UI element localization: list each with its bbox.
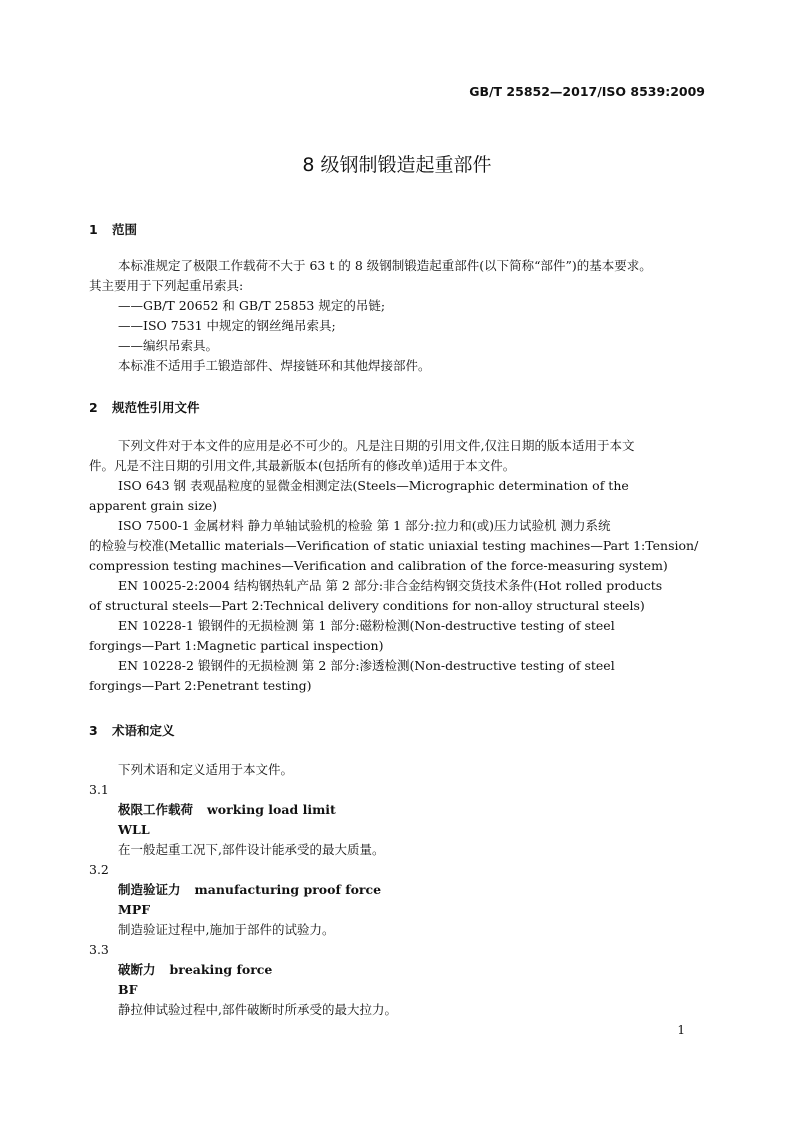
term-definition: 静拉伸试验过程中,部件破断时所承受的最大拉力。 [118, 1002, 397, 1017]
scope-intro-line-2: 其主要用于下列起重吊索具: [89, 278, 244, 293]
term-heading [89, 880, 705, 900]
section-number: 1 [89, 222, 98, 237]
reference-entry-line: forgings—Part 2:Penetrant testing) [89, 678, 312, 693]
scope-intro-line-1: 本标准规定了极限工作载荷不大于 63 t 的 8 级钢制锻造起重部件(以下简称“部件”)的基本要求。 [118, 258, 652, 273]
scope-exclusion: 本标准不适用手工锻造部件、焊接链环和其他焊接部件。 [118, 358, 431, 373]
reference-entry-line: EN 10228-2 锻钢件的无损检测 第 2 部分:渗透检测(Non-destructive testing of steel [118, 658, 615, 673]
terms-body [89, 760, 705, 1020]
section-3-heading [89, 721, 175, 739]
term-heading [89, 960, 705, 980]
section-number: 2 [89, 400, 98, 415]
term-abbreviation: MPF [118, 902, 151, 917]
standard-code-header: GB/T 25852—2017/ISO 8539:2009 [469, 84, 705, 99]
term-definition: 在一般起重工况下,部件设计能承受的最大质量。 [118, 842, 385, 857]
term-abbreviation: BF [118, 982, 138, 997]
reference-entry-line: EN 10228-1 锻钢件的无损检测 第 1 部分:磁粉检测(Non-destructive testing of steel [118, 618, 615, 633]
term-cn: 破断力 [118, 962, 156, 977]
section-title: 规范性引用文件 [112, 400, 200, 415]
reference-entry-line: compression testing machines—Verification and calibration of the force-measuring system) [89, 558, 668, 573]
section-title: 范围 [112, 222, 138, 237]
term-number: 3.1 [89, 782, 109, 797]
term-abbreviation: WLL [118, 822, 150, 837]
reference-entry-line: ISO 7500-1 金属材料 静力单轴试验机的检验 第 1 部分:拉力和(或)压力试验机 测力系统 [118, 518, 611, 533]
term-number: 3.3 [89, 942, 109, 957]
scope-body [89, 256, 705, 376]
section-title: 术语和定义 [112, 723, 175, 738]
term-en: manufacturing proof force [194, 882, 382, 897]
term-heading [89, 800, 705, 820]
reference-entry-line: apparent grain size) [89, 498, 218, 513]
reference-entry-line: 的检验与校准(Metallic materials—Verification of static uniaxial testing machines—Part 1:Tension/ [89, 538, 699, 553]
term-definition: 制造验证过程中,施加于部件的试验力。 [118, 922, 335, 937]
scope-list-item: ——ISO 7531 中规定的钢丝绳吊索具; [118, 318, 336, 333]
term-en: working load limit [207, 802, 336, 817]
term-en: breaking force [169, 962, 273, 977]
reference-entry-line: forgings—Part 1:Magnetic partical inspection) [89, 638, 384, 653]
section-number: 3 [89, 723, 98, 738]
references-intro-line-2: 件。凡是不注日期的引用文件,其最新版本(包括所有的修改单)适用于本文件。 [89, 458, 516, 473]
term-number: 3.2 [89, 862, 109, 877]
reference-entry-line: of structural steels—Part 2:Technical delivery conditions for non-alloy structural steels) [89, 598, 645, 613]
document-title: 8 级钢制锻造起重部件 [302, 154, 492, 176]
section-1-heading [89, 220, 137, 238]
scope-list-item: ——GB/T 20652 和 GB/T 25853 规定的吊链; [118, 298, 386, 313]
term-cn: 制造验证力 [118, 882, 181, 897]
scope-list-item: ——编织吊索具。 [118, 338, 219, 353]
reference-entry-line: ISO 643 钢 表观晶粒度的显微金相测定法(Steels—Micrographic determination of the [118, 478, 629, 493]
terms-intro: 下列术语和定义适用于本文件。 [118, 762, 294, 777]
section-2-heading [89, 398, 200, 416]
references-body [89, 436, 705, 696]
page-number: 1 [677, 1023, 685, 1037]
term-cn: 极限工作载荷 [118, 802, 194, 817]
reference-entry-line: EN 10025-2:2004 结构钢热轧产品 第 2 部分:非合金结构钢交货技术条件(Hot rolled products [118, 578, 663, 593]
references-intro-line-1: 下列文件对于本文件的应用是必不可少的。凡是注日期的引用文件,仅注日期的版本适用于本文 [118, 438, 635, 453]
